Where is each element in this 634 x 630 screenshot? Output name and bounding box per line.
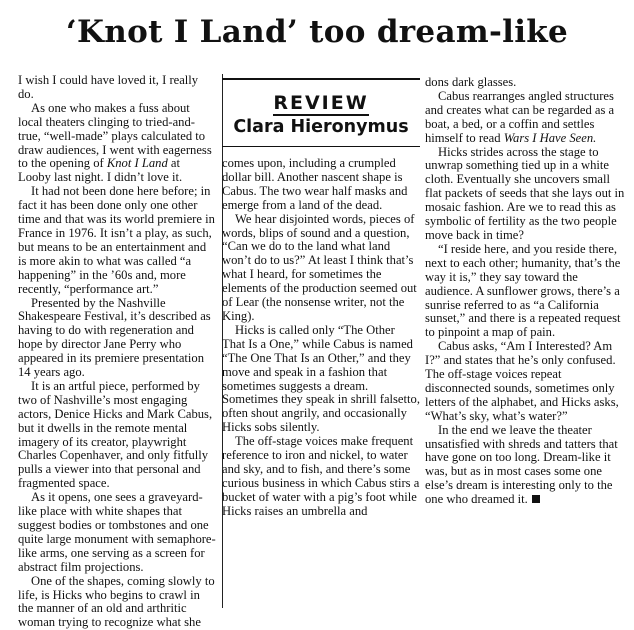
paragraph: It had not been done here before; in fact it has been done only one other time and that was its world premiere in France in 1976. It isn’t a play, as such, but means to be an entertainment and is more akin to what was called “a happening” in the ’60s and, more recently, “performance art.”	[18, 184, 215, 296]
paragraph: “I reside here, and you reside there, next to each other; humanity, that’s the way it is,” they say toward the audience. A sunflower grows, there’s a sunrise referred to as “a California sunset,” and there is a repeated request to pinpoint a map of pain.	[425, 241, 621, 340]
paragraph: One of the shapes, coming slowly to life, is Hicks who begins to crawl in the manner of an old and arthritic woman trying to recognize what she	[18, 573, 215, 630]
paragraph: Cabus asks, “Am I Interested? Am I?” and states that he’s only confused. The off-stage voices repeat disconnected sounds, sometimes only letters of the alphabet, and Hicks asks, “What’s sky, what’s water?”	[425, 339, 619, 423]
paragraph: As it opens, one sees a graveyard-like place with white shapes that suggest bodies or tombstones and one quite large monument with semaphore-like arms, one serving as a screen for abstract film projections.	[18, 490, 216, 574]
paragraph: comes upon, including a crumpled dollar bill. Another nascent shape is Cabus. The two wear half masks and emerge from a land of the dead.	[222, 156, 408, 212]
byline: Clara Hieronymus	[233, 117, 409, 137]
column-1	[18, 73, 223, 630]
paragraph: Hicks strides across the stage to unwrap something tied up in a white cloth. Eventually she uncovers small flat packets of seeds that she lays out in mosaic fashion. Are we to read this as symbolic of fertility as the two people move back in time?	[425, 144, 625, 242]
column-3	[425, 76, 625, 506]
book-title: Wars I Have Seen.	[503, 130, 597, 145]
paragraph: Presented by the Nashville Shakespeare Festival, it’s described as having to do with regeneration and hope by director Jane Perry who appeared in its premiere presentation 14 years ago.	[18, 295, 211, 380]
paragraph: As one who makes a fuss about local theaters clinging to tried-and-true, “well-made” plays calculated to draw audiences, I went with eagerness to the opening of Knot I Land at Looby last night. I didn’t love it.	[18, 100, 212, 185]
paragraph: It is an artful piece, performed by two of Nashville’s most engaging actors, Denice Hicks and Mark Cabus, but it dwells in the remote mental imagery of its creator, playwright Charles Copenhaver, and only fitfully pulls a viewer into that personal and fragmented space.	[18, 378, 213, 491]
paragraph: In the end we leave the theater unsatisfied with shreds and tatters that have gone on too long. Dream-like it was, but as in most cases some one else’s dream is interesting only to the one who dreamed it.	[425, 422, 618, 507]
review-box	[222, 78, 420, 147]
review-label: REVIEW	[273, 92, 369, 114]
paragraph: dons dark glasses.	[425, 75, 517, 89]
paragraph: I wish I could have loved it, I really do.	[18, 73, 199, 101]
paragraph: The off-stage voices make frequent reference to iron and nickel, to water and sky, and to fish, and there’s some curious business in which Cabus stirs a bucket of water with a pig’s foot while Hicks raises an umbrella and	[222, 434, 420, 518]
play-title: Knot I Land	[106, 156, 168, 171]
paragraph: Cabus rearranges angled structures and creates what can be regarded as a boat, a bed, or a coffin and settles himself to read Wars I Have Seen.	[425, 88, 615, 145]
paragraph: Hicks is called only “The Other That Is a One,” while Cabus is named “The One That Is an Other,” and they move and speak in a fashion that sometimes suggests a dream. Sometimes they speak in shrill falsetto, often shout angrily, and occasionally Hicks sobs silently.	[222, 322, 420, 435]
column-2	[222, 157, 420, 607]
headline: ‘Knot I Land’ too dream-like	[65, 14, 569, 50]
end-mark-icon	[532, 495, 540, 503]
paragraph: We hear disjointed words, pieces of words, blips of sound and a question, “Can we do to the land what land won’t do to us?” At least I think that’s what I heard, for sometimes the elements of the production seemed out of Lear (the nonsense writer, not the King).	[222, 211, 417, 323]
